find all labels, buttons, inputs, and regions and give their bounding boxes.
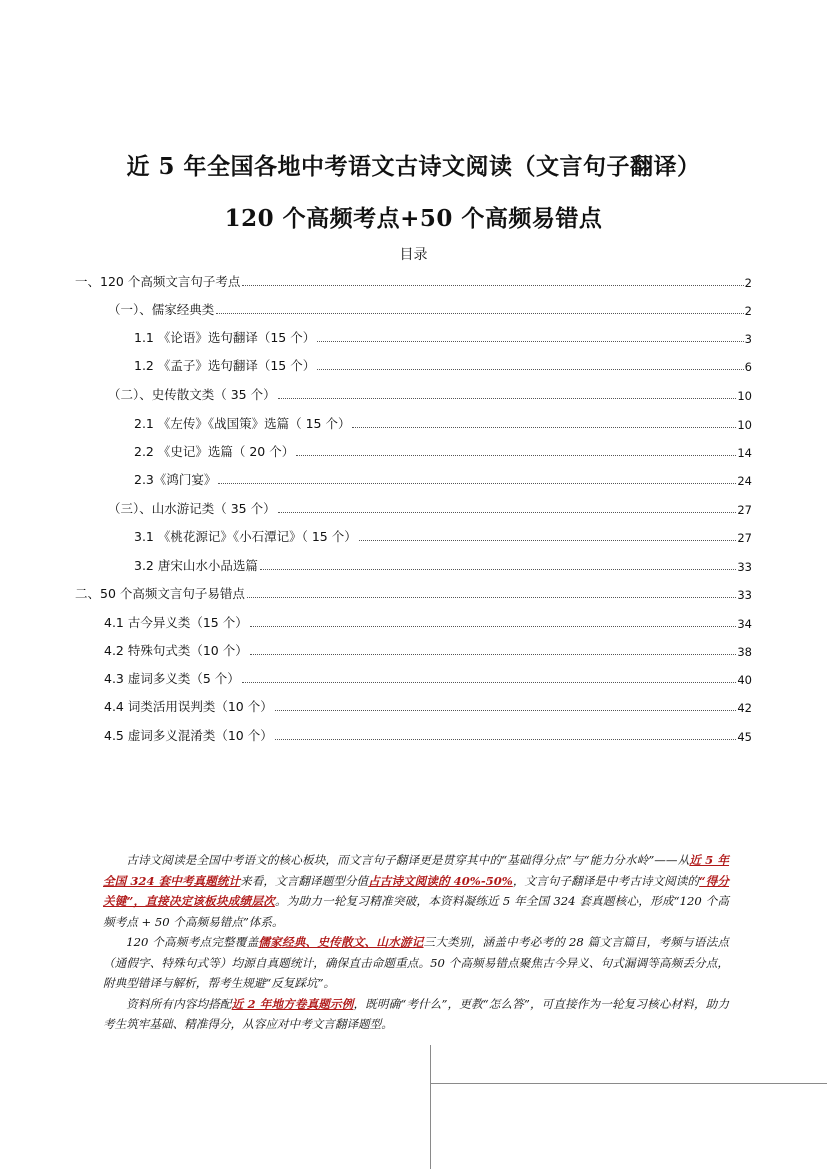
intro-highlight: 近 5 年全国 324 套中考真题统计 [103,853,730,888]
toc-entry-section-1[interactable] [108,300,752,318]
intro-text-run: ，文言句子翻译是中考古诗文阅读的 [512,873,700,888]
toc-page-number: 6 [744,360,752,374]
page-crop-line-horizontal [430,1083,827,1084]
toc-page-number: 27 [737,503,752,517]
toc-entry-2-2[interactable] [134,442,752,460]
toc-entry-2-1[interactable] [134,414,752,432]
toc-leader-dots [275,710,737,711]
toc-leader-dots [278,512,737,513]
toc-entry-label: 4.3 虚词多义类（5 个） [104,671,240,686]
toc-page-number: 10 [737,418,752,432]
toc-entry-4-4[interactable] [104,697,752,715]
page-crop-line-vertical [430,1045,431,1169]
toc-page-number: 34 [737,617,752,631]
toc-page-number: 40 [737,673,752,687]
intro-paragraph-1 [103,850,729,932]
toc-entry-2-3[interactable] [134,470,752,488]
toc-entry-4-1[interactable] [104,613,752,631]
toc-page-number: 38 [737,645,752,659]
toc-leader-dots [352,427,736,428]
toc-page-number: 3 [744,332,752,346]
intro-highlight: 儒家经典、史传散文、山水游记 [258,935,424,949]
toc-entry-part-1[interactable] [75,272,752,290]
toc-leader-dots [317,369,743,370]
toc-page-number: 27 [737,531,752,545]
toc-entry-label: 1.1 《论语》选句翻译（15 个） [134,330,316,345]
toc-entry-3-2[interactable] [134,556,752,574]
toc-leader-dots [260,569,737,570]
intro-paragraph-2 [103,932,729,994]
toc-entry-label: 3.1 《桃花源记》《小石潭记》（ 15 个） [134,529,357,544]
document-title-line1: 近 5 年全国各地中考语文古诗文阅读（文言句子翻译） [126,153,701,180]
toc-page-number: 2 [744,304,752,318]
toc-leader-dots [250,654,737,655]
toc-entry-4-5[interactable] [104,726,752,744]
toc-entry-label: 4.2 特殊句式类（10 个） [104,643,248,658]
toc-entry-label: （二）、史传散文类（ 35 个） [108,387,276,402]
toc-leader-dots [296,455,736,456]
toc-entry-label: （一）、儒家经典类 [108,302,215,317]
intro-text-run: 来看，文言翻译题型分值 [240,873,369,888]
intro-paragraph-3 [103,994,729,1035]
toc-entry-label: 4.1 古今异义类（15 个） [104,615,248,630]
toc-page-number: 33 [737,560,752,574]
intro-highlight: 占古诗文阅读的 40%-50% [368,873,513,888]
intro-text-run: 。为助力一轮复习精准突破，本资料凝练近 5 年全国 324 套真题核心，形成“120 个高频考点 + 50 个高频易错点”体系。 [103,894,729,929]
toc-leader-dots [275,739,737,740]
intro-text-run: 资料所有内容均搭配 [126,996,232,1011]
toc-entry-label: 2.3《鸿门宴》 [134,472,217,487]
toc-page-number: 10 [737,389,752,403]
toc-page-number: 42 [737,701,752,715]
toc-page-number: 45 [737,730,752,744]
toc-leader-dots [218,483,736,484]
toc-entry-label: 3.2 唐宋山水小品选篇 [134,558,258,573]
toc-entry-label: 4.5 虚词多义混淆类（10 个） [104,728,273,743]
toc-page-number: 33 [737,588,752,602]
toc-leader-dots [247,597,736,598]
toc-entry-section-3[interactable] [108,499,752,517]
toc-page-number: 2 [744,276,752,290]
toc-entry-label: 2.1 《左传》《战国策》选篇（ 15 个） [134,416,351,431]
toc-entry-4-2[interactable] [104,641,752,659]
toc-leader-dots [250,626,737,627]
toc-entry-label: 1.2 《孟子》选句翻译（15 个） [134,358,316,373]
toc-entry-3-1[interactable] [134,527,752,545]
document-title-line2: 120 个高频考点+50 个高频易错点 [224,205,603,232]
toc-entry-label: （三）、山水游记类（ 35 个） [108,501,276,516]
toc-leader-dots [242,682,737,683]
intro-text-run: ，既明确“考什么”，更教“怎么答”，可直接作为一轮复习核心材料，助力考生筑牢基础、精准得分，从容应对中考文言翻译题型。 [103,996,729,1031]
toc-page-number: 14 [737,446,752,460]
toc-entry-part-2[interactable] [75,584,752,602]
toc-leader-dots [359,540,737,541]
toc-leader-dots [278,398,737,399]
toc-entry-1-2[interactable] [134,356,752,374]
intro-text-run: 120 个高频考点完整覆盖 [126,935,259,949]
toc-entry-label: 二、50 个高频文言句子易错点 [75,586,245,601]
intro-text-run: 三大类别，涵盖中考必考的 28 篇文言篇目，考频与语法点（通假字、特殊句式等）均源自真题统计，确保直击命题重点。50 个高频易错点聚焦古今异义、句式漏调等高频丢分点，附典型错译与解析，帮考生规避“反复踩坑”。 [103,935,729,990]
toc-page-number: 24 [737,474,752,488]
intro-highlight: 近 2 年地方卷真题示例 [231,996,354,1011]
toc-entry-label: 一、120 个高频文言句子考点 [75,274,241,289]
toc-leader-dots [242,285,743,286]
toc-entry-section-2[interactable] [108,385,752,403]
toc-entry-label: 4.4 词类活用误判类（10 个） [104,699,273,714]
toc-entry-1-1[interactable] [134,328,752,346]
toc-leader-dots [216,313,743,314]
toc-entry-4-3[interactable] [104,669,752,687]
toc-leader-dots [317,341,743,342]
intro-text [103,850,729,1035]
toc-heading: 目录 [399,247,428,263]
intro-highlight: “得分关键”，直接决定该板块成绩层次 [103,873,729,908]
intro-text-run: 古诗文阅读是全国中考语文的核心板块，而文言句子翻译更是贯穿其中的“基础得分点”与“能力分水岭”——从 [126,853,690,867]
toc-entry-label: 2.2 《史记》选篇（ 20 个） [134,444,295,459]
